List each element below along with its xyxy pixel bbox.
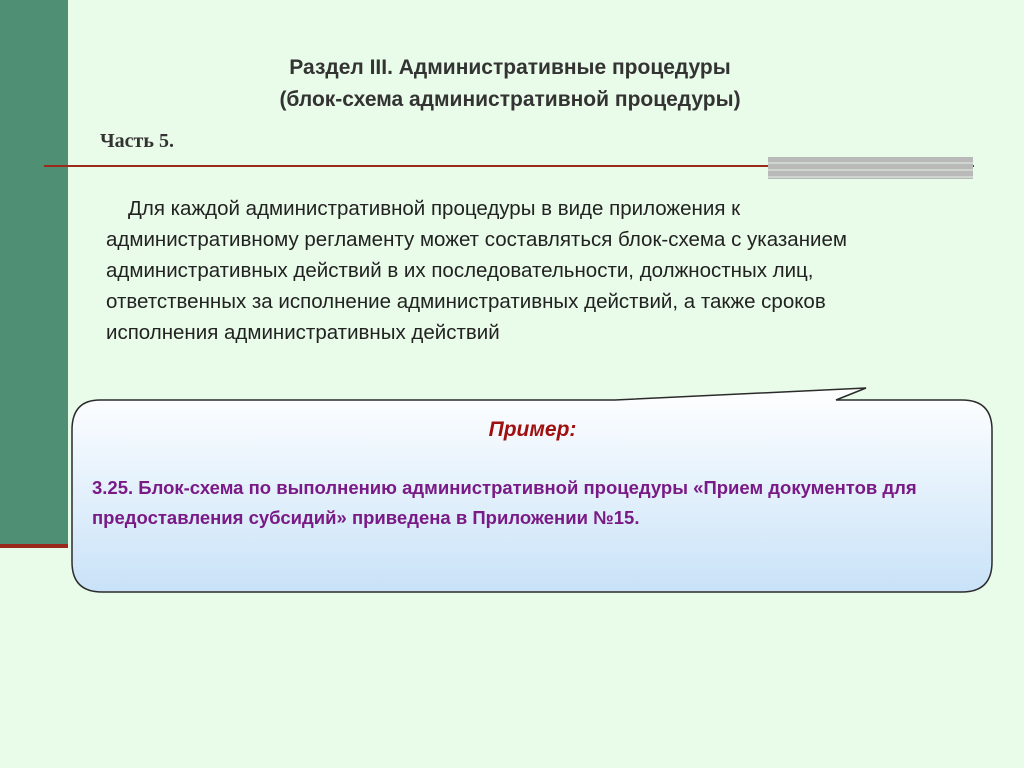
example-label: Пример: [488, 418, 577, 441]
title-line-2: (блок-схема административной процедуры) [279, 88, 741, 111]
body-paragraph: Для каждой административной процедуры в виде приложения к административному регламенту может составляться блок-схема с указанием административных действий в их последовательности, должностных лиц, ответственных за исполнение административных действий, а также сроков исполнения административных действий [106, 197, 847, 344]
title-line-1: Раздел III. Административные процедуры [289, 56, 731, 79]
part-label: Часть 5. [100, 130, 174, 152]
example-text: 3.25. Блок-схема по выполнению административной процедуры «Прием документов для предоставления субсидий» приведена в Приложении №15. [92, 477, 917, 528]
